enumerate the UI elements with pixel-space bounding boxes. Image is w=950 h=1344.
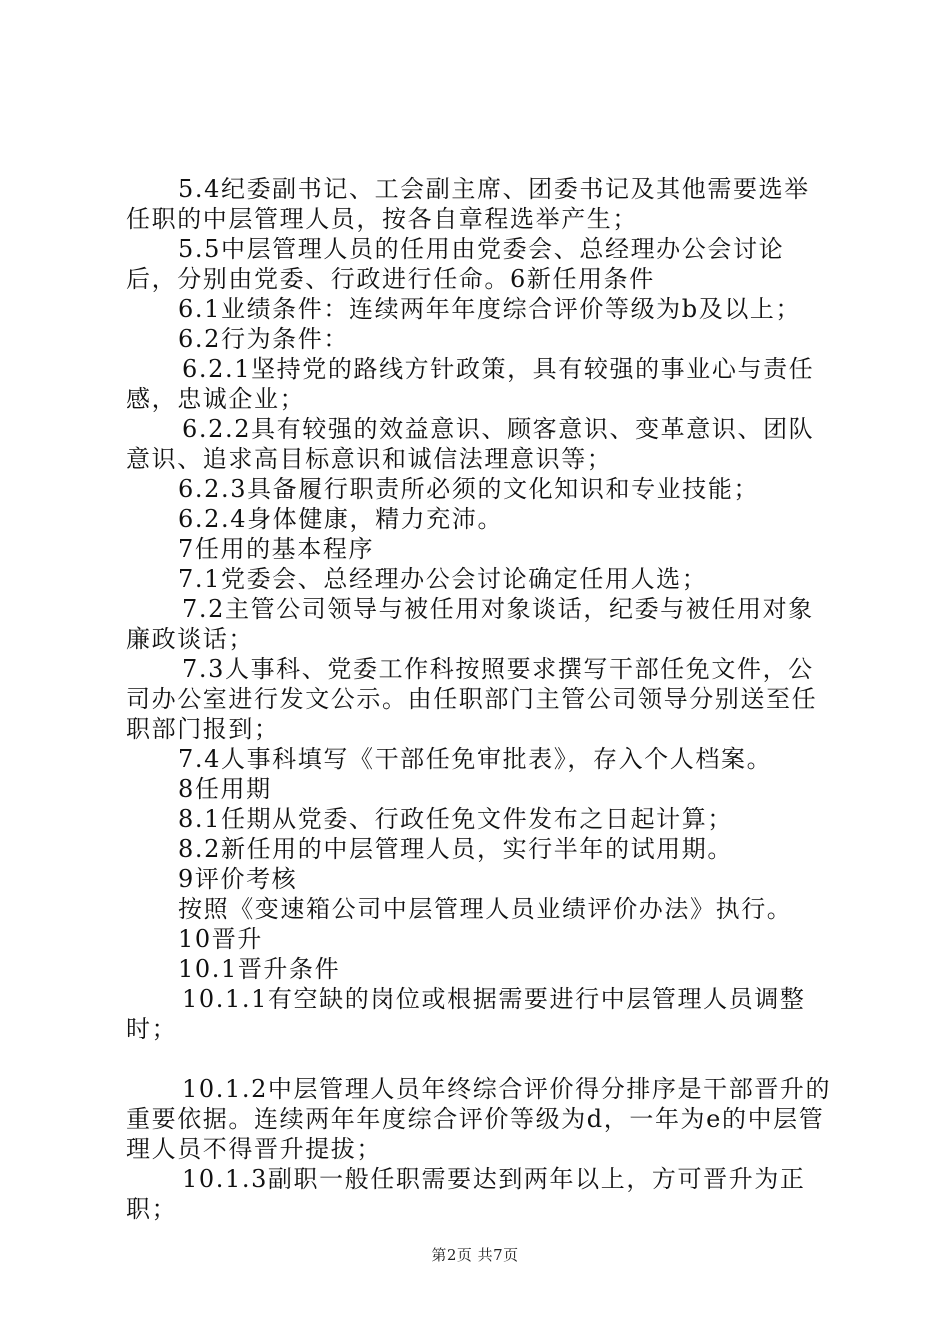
paragraph-7-2: 7.2主管公司领导与被任用对象谈话，纪委与被任用对象廉政谈话； (126, 595, 814, 653)
paragraph-5-5: 5.5中层管理人员的任用由党委会、总经理办公会讨论后，分别由党委、行政进行任命。6新任用条件 (126, 235, 785, 293)
paragraph-8-1: 8.1任期从党委、行政任免文件发布之日起计算； (178, 805, 733, 833)
paragraph-10-1-1: 10.1.1有空缺的岗位或根据需要进行中层管理人员调整时； (126, 985, 806, 1043)
paragraph-6-2: 6.2行为条件： (178, 325, 349, 353)
paragraph-8-2: 8.2新任用的中层管理人员，实行半年的试用期。 (178, 835, 733, 863)
heading-8: 8任用期 (178, 775, 272, 803)
paragraph-6-2-3: 6.2.3具备履行职责所必须的文化知识和专业技能； (178, 475, 760, 503)
paragraph-9-body: 按照《变速箱公司中层管理人员业绩评价办法》执行。 (178, 895, 793, 923)
paragraph-10-1-2: 10.1.2中层管理人员年终综合评价得分排序是干部晋升的重要依据。连续两年年度综合评价等级为d，一年为e的中层管理人员不得晋升提拔； (126, 1075, 832, 1163)
paragraph-6-2-1: 6.2.1坚持党的路线方针政策，具有较强的事业心与责任感，忠诚企业； (126, 355, 815, 413)
paragraph-7-4: 7.4人事科填写《干部任免审批表》，存入个人档案。 (178, 745, 773, 773)
heading-9: 9评价考核 (178, 865, 298, 893)
page-footer: 第2页 共7页 (431, 1246, 519, 1264)
paragraph-5-4: 5.4纪委副书记、工会副主席、团委书记及其他需要选举任职的中层管理人员，按各自章程选举产生； (126, 175, 810, 233)
paragraph-6-1: 6.1业绩条件：连续两年年度综合评价等级为b及以上； (178, 295, 802, 323)
paragraph-10-1-3: 10.1.3副职一般任职需要达到两年以上，方可晋升为正职； (126, 1165, 806, 1223)
paragraph-7-1: 7.1党委会、总经理办公会讨论确定任用人选； (178, 565, 708, 593)
blank-line (126, 1044, 832, 1074)
heading-10-1: 10.1晋升条件 (178, 955, 341, 983)
heading-10: 10晋升 (178, 925, 263, 953)
paragraph-6-2-2: 6.2.2具有较强的效益意识、顾客意识、变革意识、团队意识、追求高目标意识和诚信法理意识等； (126, 415, 815, 473)
paragraph-7-3: 7.3人事科、党委工作科按照要求撰写干部任免文件，公司办公室进行发文公示。由任职部门主管公司领导分别送至任职部门报到； (126, 655, 818, 743)
heading-7: 7任用的基本程序 (178, 535, 375, 563)
paragraph-6-2-4: 6.2.4身体健康，精力充沛。 (178, 505, 504, 533)
document-body (126, 174, 832, 1224)
